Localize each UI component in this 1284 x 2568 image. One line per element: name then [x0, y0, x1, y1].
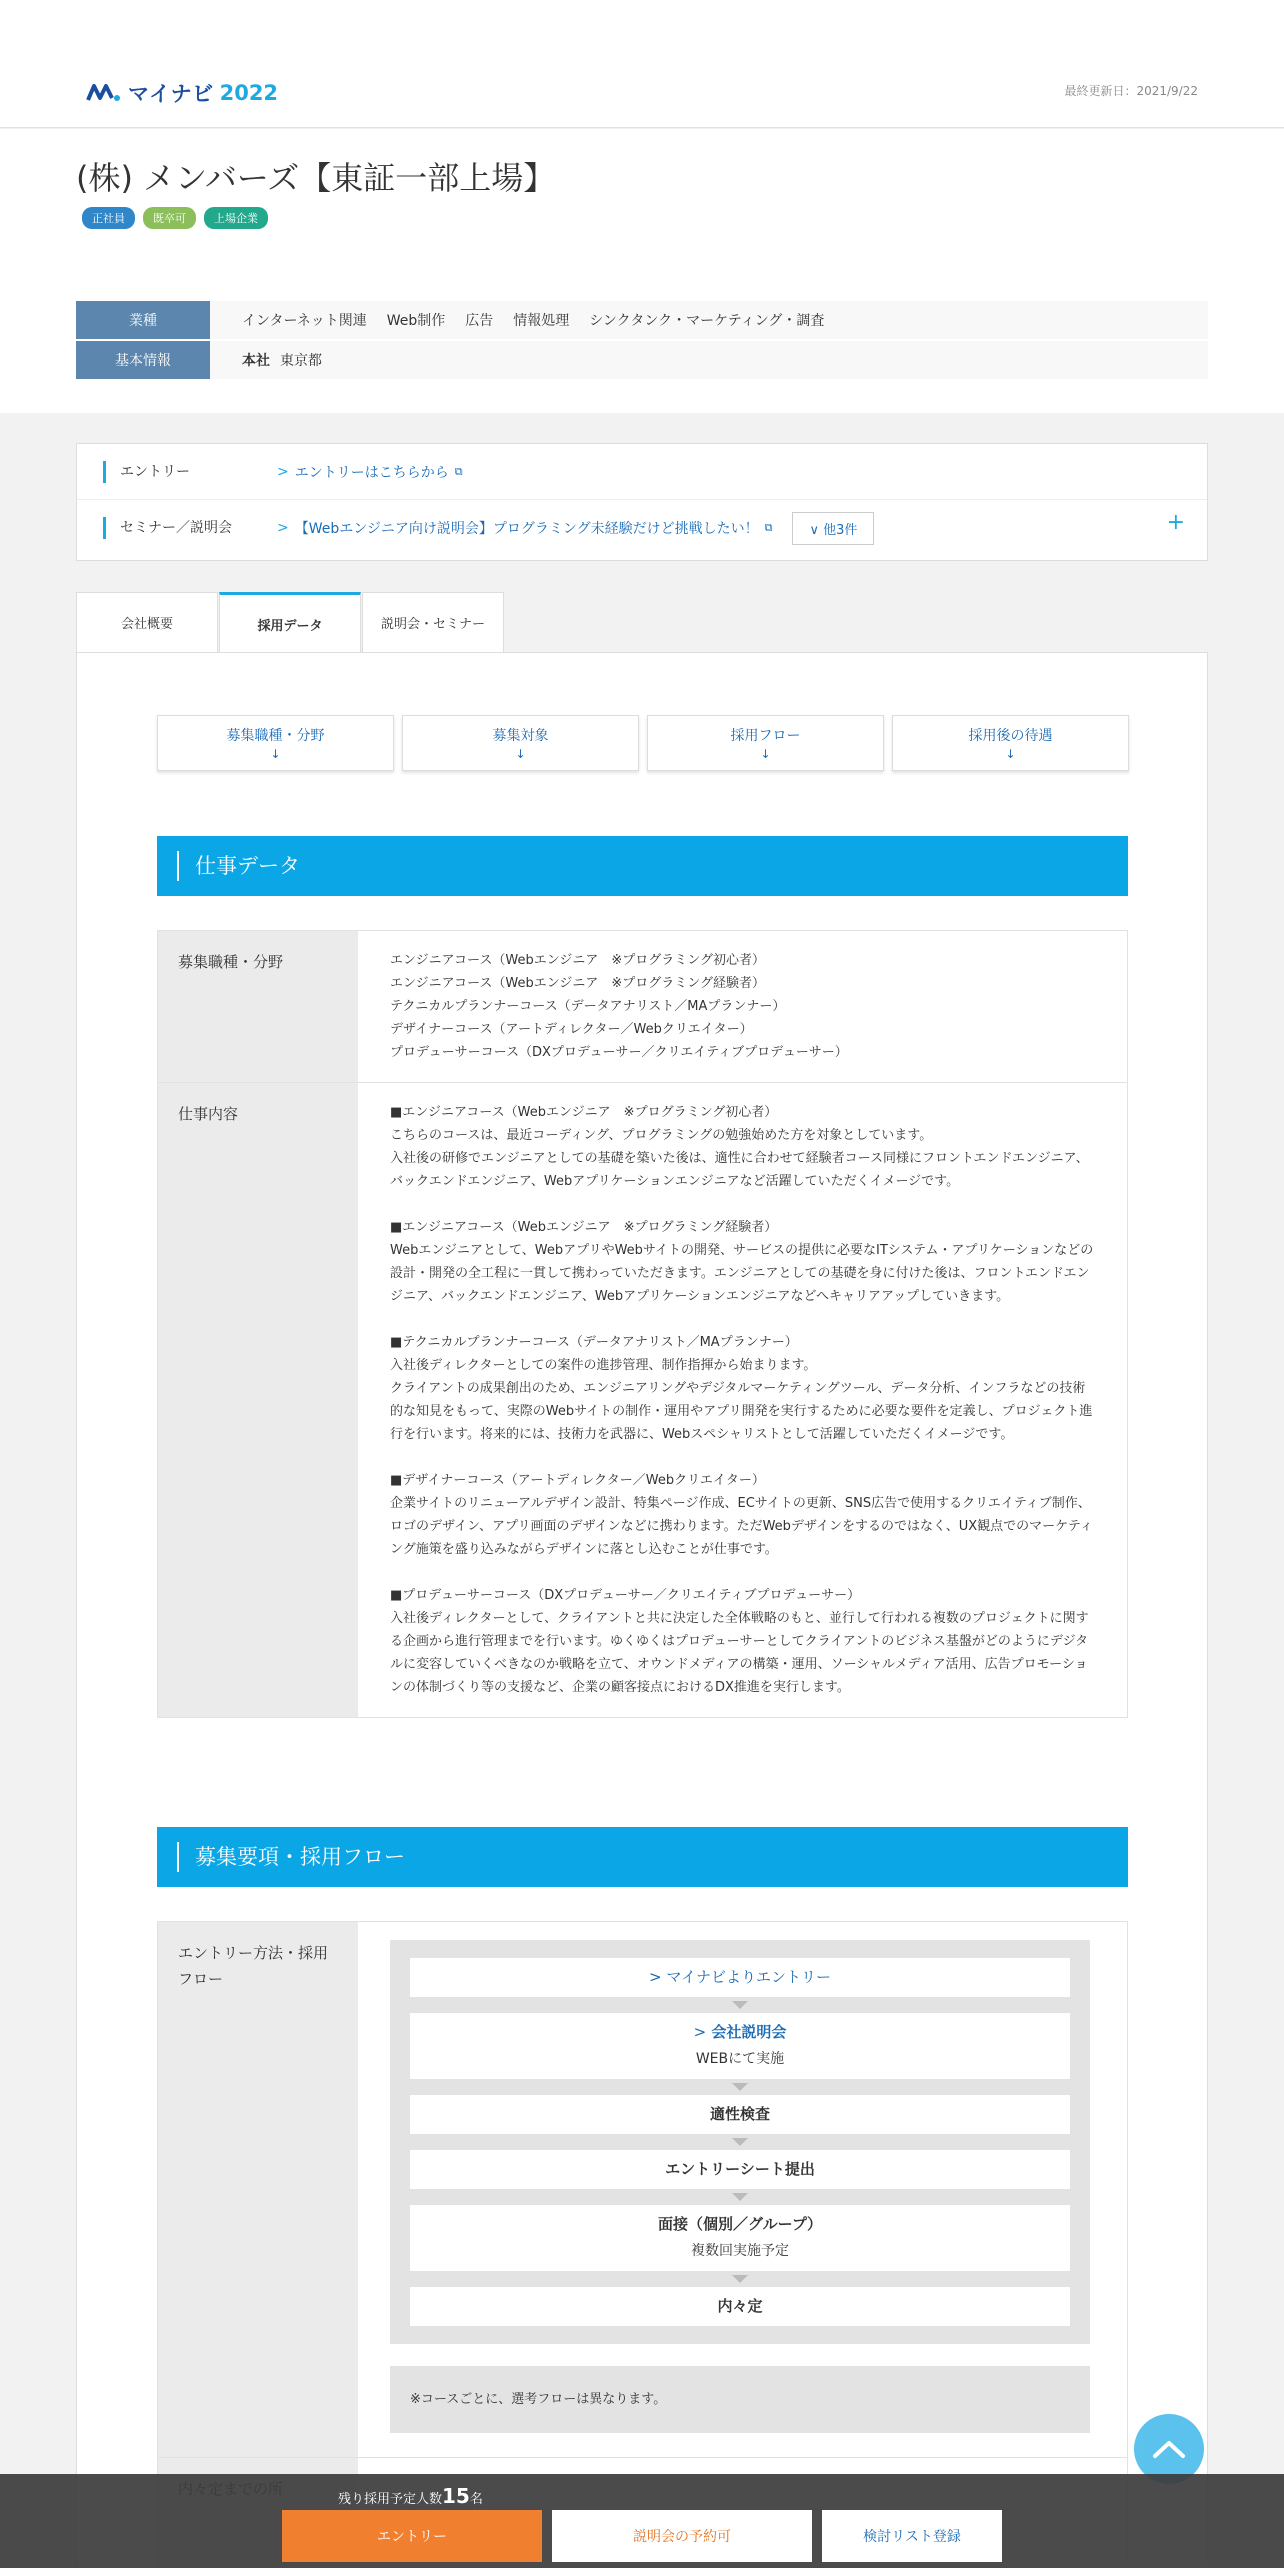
anchor-label: 採用後の待遇: [968, 728, 1053, 744]
chevron-right-icon: >: [277, 463, 289, 480]
section-title: 仕事データ: [177, 851, 300, 881]
tag-fulltime: 正社員: [82, 207, 135, 229]
hq-label: 本社: [242, 353, 270, 369]
flow-arrow-icon: [732, 2193, 748, 2201]
company-tags: [82, 207, 268, 229]
row-label: 仕事内容: [158, 1083, 358, 1717]
tab-seminar[interactable]: 説明会・セミナー: [362, 592, 504, 652]
row-label: エントリー方法・採用フロー: [158, 1922, 358, 2457]
tag-graduate-ok: 既卒可: [143, 207, 196, 229]
section-heading-requirements: [157, 1827, 1128, 1887]
last-updated: 最終更新日：2021/9/22: [1064, 84, 1198, 98]
selection-flow: [390, 1940, 1090, 2344]
anchor-label: 採用フロー: [730, 728, 801, 744]
info-row-basic: [76, 341, 1208, 379]
arrow-down-icon: ↓: [760, 747, 771, 761]
anchor-label: 募集職種・分野: [226, 728, 325, 744]
flow-step-entry[interactable]: [410, 1958, 1070, 1997]
seminar-row: [77, 500, 1207, 556]
company-name: (株) メンバーズ【東証一部上場】: [76, 159, 556, 197]
site-header: [0, 0, 1284, 128]
arrow-down-icon: ↓: [270, 747, 281, 761]
logo-year: 2022: [219, 81, 279, 105]
flow-step-label: 面接（個別／グループ）: [658, 2215, 822, 2233]
flow-step-offer: 内々定: [410, 2287, 1070, 2326]
table-row: [158, 1922, 1127, 2458]
remaining-prefix: 残り採用予定人数: [338, 2492, 443, 2507]
external-window-icon: ⧉: [764, 521, 773, 534]
flow-step-entry-sheet: エントリーシート提出: [410, 2150, 1070, 2189]
entry-panel: [76, 443, 1208, 561]
tab-company-overview[interactable]: 会社概要: [76, 592, 218, 652]
flow-arrow-icon: [732, 2001, 748, 2009]
industry-label: 業種: [76, 301, 210, 339]
anchor-job-types[interactable]: [157, 715, 394, 771]
flow-arrow-icon: [732, 2138, 748, 2146]
table-row: [158, 931, 1127, 1083]
more-seminars-button[interactable]: [792, 512, 874, 545]
chevron-right-icon: >: [277, 520, 289, 536]
seminar-link-text: 【Webエンジニア向け説明会】プログラミング未経験だけど挑戦したい！: [294, 521, 759, 537]
anchor-links: [157, 715, 1129, 771]
flow-step-sub: 複数回実施予定: [691, 2243, 789, 2259]
mynavi-logo[interactable]: [86, 78, 278, 108]
industry-item: Web制作: [386, 313, 446, 329]
tab-bar: [76, 592, 505, 654]
remaining-count: [338, 2484, 483, 2508]
arrow-down-icon: ↓: [1005, 747, 1016, 761]
chevron-down-icon: ∨: [809, 522, 819, 538]
external-window-icon: ⧉: [454, 464, 463, 478]
flow-step-briefing: [410, 2013, 1070, 2079]
basic-info-label: 基本情報: [76, 341, 210, 379]
logo-mark-icon: [86, 82, 122, 104]
anchor-target[interactable]: [402, 715, 639, 771]
industry-item: インターネット関連: [242, 313, 367, 329]
flow-step-aptitude: 適性検査: [410, 2095, 1070, 2134]
flow-arrow-icon: [732, 2083, 748, 2091]
flow-note: ※コースごとに、選考フローは異なります。: [390, 2366, 1090, 2433]
flow-arrow-icon: [732, 2275, 748, 2283]
logo-text: マイナビ: [128, 82, 214, 106]
anchor-flow[interactable]: [647, 715, 884, 771]
industry-item: シンクタンク・マーケティング・調査: [589, 313, 825, 329]
remaining-number: 15: [442, 2484, 470, 2508]
seminar-reserve-button[interactable]: 説明会の予約可: [552, 2510, 812, 2562]
add-to-list-button[interactable]: 検討リスト登録: [822, 2510, 1002, 2562]
entry-link-text: エントリーはこちらから: [294, 464, 449, 481]
row-label: 募集職種・分野: [158, 931, 358, 1082]
tab-recruit-data[interactable]: 採用データ: [219, 592, 361, 654]
entry-row: [77, 444, 1207, 500]
row-value: エンジニアコース（Webエンジニア ※プログラミング初心者） エンジニアコース（Webエンジニア ※プログラミング経験者） テクニカルプランナーコース（データアナリスト／MAプランナー） デザイナーコース（アートディレクター／Webクリエイター） プロデューサーコース（DXプロデューサー／クリエイティブプロデューサー）: [390, 953, 848, 1060]
basic-info-values: [210, 341, 1208, 379]
row-value: [358, 1922, 1127, 2457]
entry-link[interactable]: [277, 462, 463, 482]
industry-item: 情報処理: [513, 313, 570, 329]
remaining-suffix: 名: [469, 2492, 483, 2507]
industry-values: [210, 301, 1208, 339]
expand-plus-icon[interactable]: +: [1166, 510, 1185, 535]
company-overview: [0, 129, 1284, 413]
flow-step-label: マイナビよりエントリー: [666, 1968, 832, 1986]
arrow-down-icon: ↓: [515, 747, 526, 761]
more-seminars-label: 他3件: [823, 522, 858, 538]
bottom-action-bar: [0, 2474, 1284, 2568]
chevron-right-icon: >: [693, 2023, 707, 2041]
entry-button[interactable]: エントリー: [282, 2510, 542, 2562]
table-row: [158, 1083, 1127, 1717]
row-value: ■エンジニアコース（Webエンジニア ※プログラミング初心者） こちらのコースは、最近コーディング、プログラミングの勉強始めた方を対象としています。 入社後の研修でエンジニアとしての基礎を築いた後は、適性に合わせて経験者コース同様にフロントエンドエンジニア、バックエンドエンジニア、Webアプリケーションエンジニアなど活躍していただくイメージです。 ■エンジニアコース（Webエンジニア ※プログラミング経験者） Webエンジニアとして、WebアプリやWebサイトの開発、サービスの提供に必要なITシステム・アプリケーションなどの設計・開発の全工程に一貫して携わっていただきます。エンジニアとしての基礎を身に付けた後は、フロントエンドエンジニア、バックエンドエンジニア、Webアプリケーションエンジニアなどへキャリアアップしていきます。 ■テクニカルプランナーコース（データアナリスト／MAプランナー） 入社後ディレクターとしての案件の進捗管理、制作指揮から始まります。 クライアントの成果創出のため、エンジニアリングやデジタルマーケティングツール、データ分析、インフラなどの技術的な知見をもって、実際のWebサイトの制作・運用やアプリ開発を実行するために必要な要件を定義し、プロジェクト進行を行います。将来的には、技術力を武器に、Webスペシャリストとして活躍していただくイメージです。 ■デザイナーコース（アートディレクター／Webクリエイター） 企業サイトのリニューアルデザイン設計、特集ページ作成、ECサイトの更新、SNS広告で使用するクリエイティブ制作、ロゴのデザイン、アプリ画面のデザインなどに携わります。ただWebデザインをするのではなく、UX観点でのマーケティング施策を盛り込みながらデザインに落とし込むことが仕事です。 ■プロデューサーコース（DXプロデューサー／クリエイティブプロデューサー） 入社後ディレクターとして、クライアントと共に決定した全体戦略のもと、並行して行われる複数のプロジェクトに関する企画から進行管理までを行います。ゆくゆくはプロデューサーとしてクライアントのビジネス基盤がどのようにデジタルに変容していくべきなのか戦略を立て、オウンドメディアの構築・運用、ソーシャルメディア活用、広告プロモーションの体制づくり等の支援など、企業の顧客接点におけるDX推進を実行します。: [390, 1105, 1094, 1695]
flow-step-label: 会社説明会: [711, 2023, 787, 2041]
flow-step-sub: WEBにて実施: [695, 2051, 785, 2067]
seminar-link[interactable]: [277, 518, 772, 538]
flow-step-interview: [410, 2205, 1070, 2271]
job-data-table: [157, 930, 1128, 1718]
section-heading-job-data: [157, 836, 1128, 896]
chevron-up-icon: [1152, 2439, 1186, 2459]
recruit-data-content: [76, 652, 1208, 2568]
briefing-link[interactable]: [694, 2023, 787, 2041]
company-info-table: [76, 301, 1208, 381]
entry-label: エントリー: [103, 461, 277, 483]
info-row-industry: [76, 301, 1208, 339]
hq-value: 東京都: [280, 353, 322, 369]
anchor-benefits[interactable]: [892, 715, 1129, 771]
anchor-label: 募集対象: [492, 728, 549, 744]
chevron-right-icon: >: [648, 1968, 662, 1986]
tag-listed: 上場企業: [204, 207, 268, 229]
requirements-table: [157, 1921, 1128, 2568]
industry-item: 広告: [465, 313, 494, 329]
section-title: 募集要項・採用フロー: [177, 1842, 405, 1872]
seminar-label: セミナー／説明会: [103, 517, 277, 539]
